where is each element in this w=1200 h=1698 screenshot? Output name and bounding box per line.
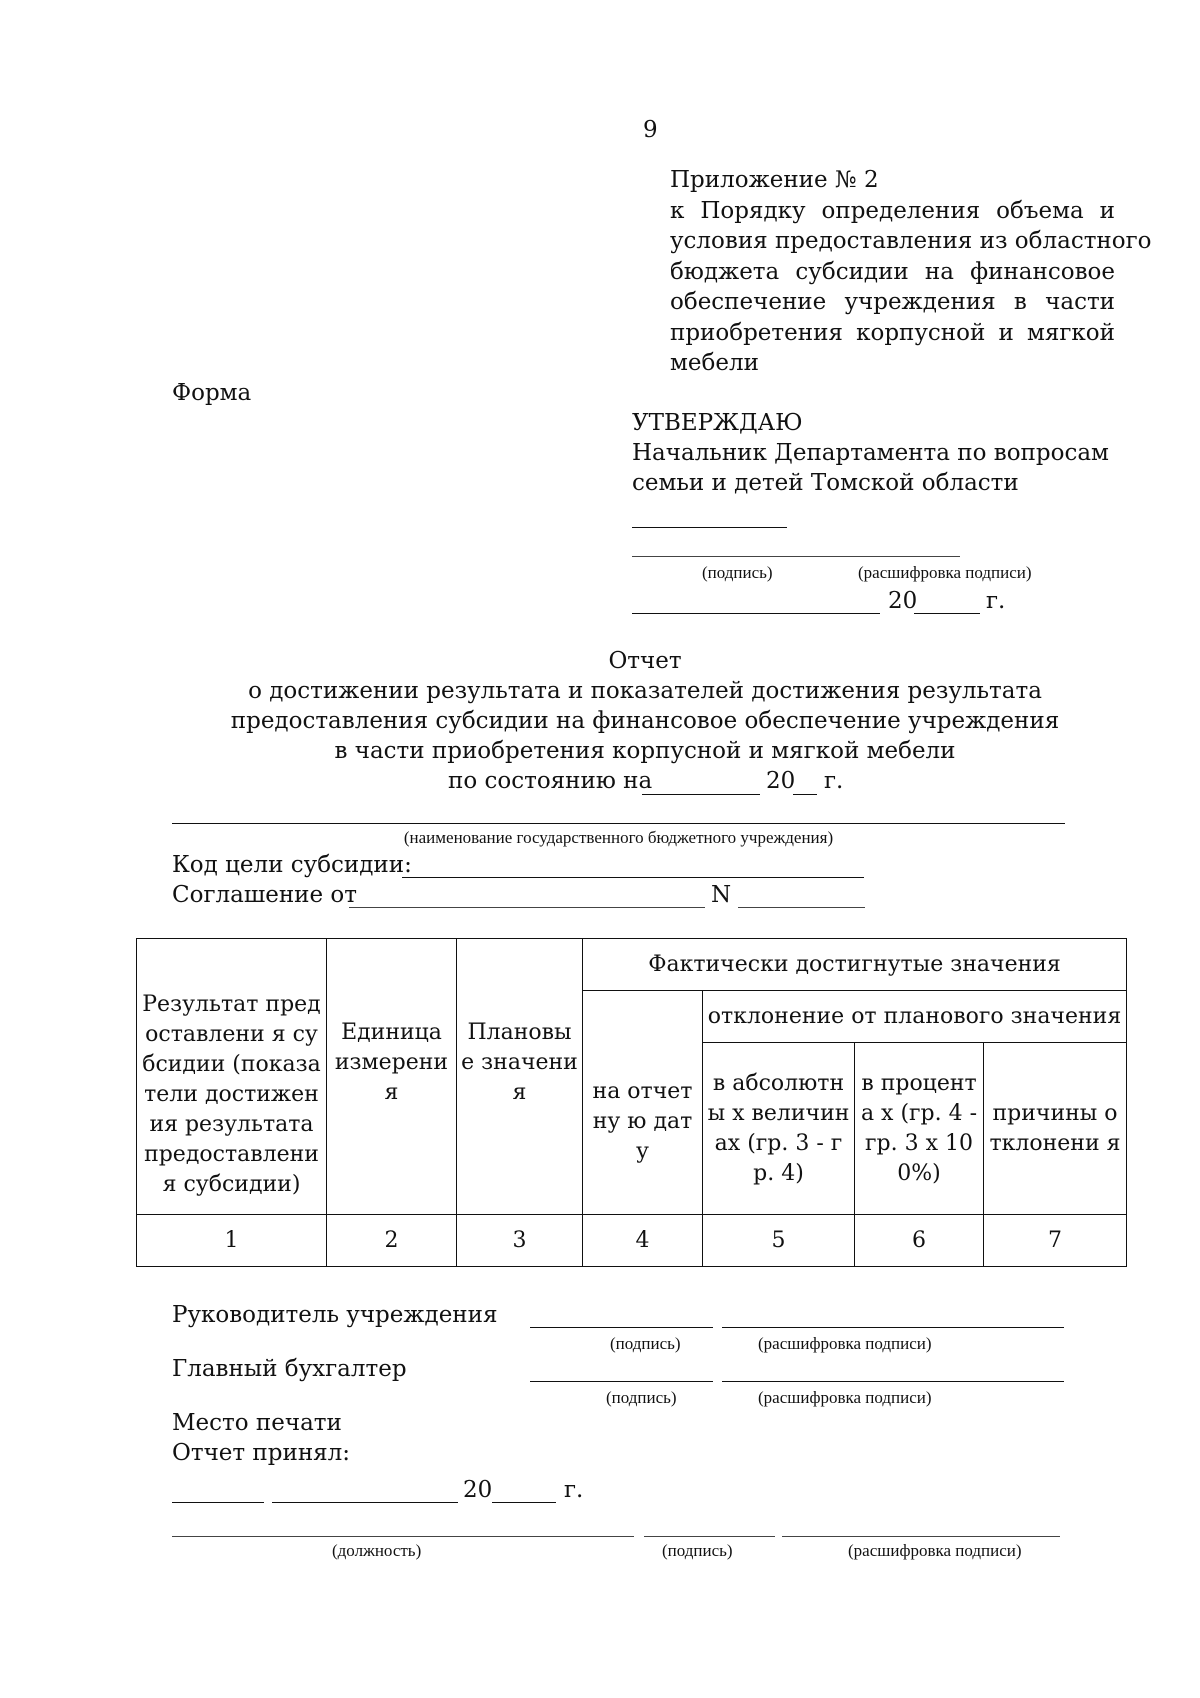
head-decode-caption: (расшифровка подписи) [758,1334,932,1353]
column-number: 6 [855,1215,984,1267]
appendix-line: приобретения корпусной и мягкой [670,319,1115,346]
header-actual-values: Фактически достигнутые значения [583,939,1127,991]
approval-date-year: 20 [888,588,918,614]
accepted-date-year: 20 [463,1477,493,1503]
agreement-date-line[interactable] [349,907,705,908]
accepted-year-line[interactable] [492,1502,556,1503]
subsidy-code-line[interactable] [402,877,864,878]
report-date-year: 20 [766,768,796,794]
column-number: 7 [984,1215,1127,1267]
column-number: 2 [327,1215,457,1267]
approval-heading: УТВЕРЖДАЮ [632,410,803,436]
agreement-number-label: N [711,882,732,908]
column-number: 4 [583,1215,703,1267]
head-decode-line[interactable] [722,1327,1064,1328]
accepted-position-caption: (должность) [332,1541,422,1560]
accepted-day-line[interactable] [172,1502,264,1503]
column-number: 5 [703,1215,855,1267]
appendix-line: к Порядку определения объема и [670,197,1115,224]
appendix-line: условия предоставления из областного [670,228,1152,254]
approval-signature-line[interactable] [632,527,787,528]
agreement-label: Соглашение от [172,882,357,908]
accepted-month-line[interactable] [272,1502,458,1503]
subsidy-code-label: Код цели субсидии: [172,852,412,878]
header-reasons: причины отклонени я [984,1043,1127,1215]
header-reporting-date: на отчетну ю дату [583,991,703,1215]
report-title: Отчет [608,648,682,674]
header-absolute: в абсолютны х величинах (гр. 3 - гр. 4) [703,1043,855,1215]
report-date-line[interactable] [642,794,760,795]
appendix-title: Приложение № 2 [670,167,879,193]
report-subtitle-line: о достижении результата и показателей достижения результата [248,678,1042,704]
accountant-decode-line[interactable] [722,1381,1064,1382]
accepted-decode-line[interactable] [782,1536,1060,1537]
appendix-line: обеспечение учреждения в части [670,289,1115,315]
column-number: 1 [137,1215,327,1267]
institution-caption: (наименование государственного бюджетного учреждения) [403,828,834,847]
head-signature-line[interactable] [530,1327,713,1328]
agreement-number-line[interactable] [738,907,865,908]
accountant-signature-line[interactable] [530,1381,713,1382]
head-label: Руководитель учреждения [172,1302,498,1328]
report-subtitle-line: в части приобретения корпусной и мягкой мебели [334,738,956,764]
approval-year-line[interactable] [914,613,980,614]
head-sign-caption: (подпись) [610,1334,681,1353]
approval-position: Начальник Департамента по вопросам [632,440,1109,466]
report-subtitle-line: предоставления субсидии на финансовое обеспечение учреждения [230,708,1060,734]
header-result: Результат предоставлени я субсидии (показатели достижения результата предоставлени я субсидии) [137,939,327,1215]
report-table [136,938,1127,1267]
appendix-line: бюджета субсидии на финансовое [670,258,1115,285]
page-number: 9 [643,117,658,143]
accountant-decode-caption: (расшифровка подписи) [758,1388,932,1407]
report-date-prefix: по состоянию на [448,768,653,794]
accepted-date-suffix: г. [564,1477,584,1503]
accountant-label: Главный бухгалтер [172,1356,407,1382]
approval-date-suffix: г. [986,588,1006,614]
column-number: 3 [457,1215,583,1267]
header-deviation: отклонение от планового значения [703,991,1127,1043]
approval-decode-line[interactable] [632,556,960,557]
accepted-label: Отчет принял: [172,1440,351,1466]
accepted-decode-caption: (расшифровка подписи) [848,1541,1022,1560]
report-year-line[interactable] [793,794,817,795]
accepted-position-line[interactable] [172,1536,634,1537]
accepted-signature-line[interactable] [644,1536,775,1537]
approval-department: семьи и детей Томской области [632,470,1019,496]
seal-label: Место печати [172,1410,342,1436]
header-planned: Плановы е значения [457,939,583,1215]
accepted-sign-caption: (подпись) [662,1541,733,1560]
report-date-suffix: г. [824,768,844,794]
approval-decode-caption: (расшифровка подписи) [858,563,1032,582]
appendix-line: мебели [670,350,759,376]
institution-name-line[interactable] [172,823,1065,824]
header-percent: в процента х (гр. 4 - гр. 3 х 100%) [855,1043,984,1215]
form-label: Форма [172,380,252,406]
accountant-sign-caption: (подпись) [606,1388,677,1407]
approval-sign-caption: (подпись) [702,563,773,582]
approval-date-line[interactable] [632,613,880,614]
header-unit: Единица измерени я [327,939,457,1215]
appendix-block [670,165,1152,379]
